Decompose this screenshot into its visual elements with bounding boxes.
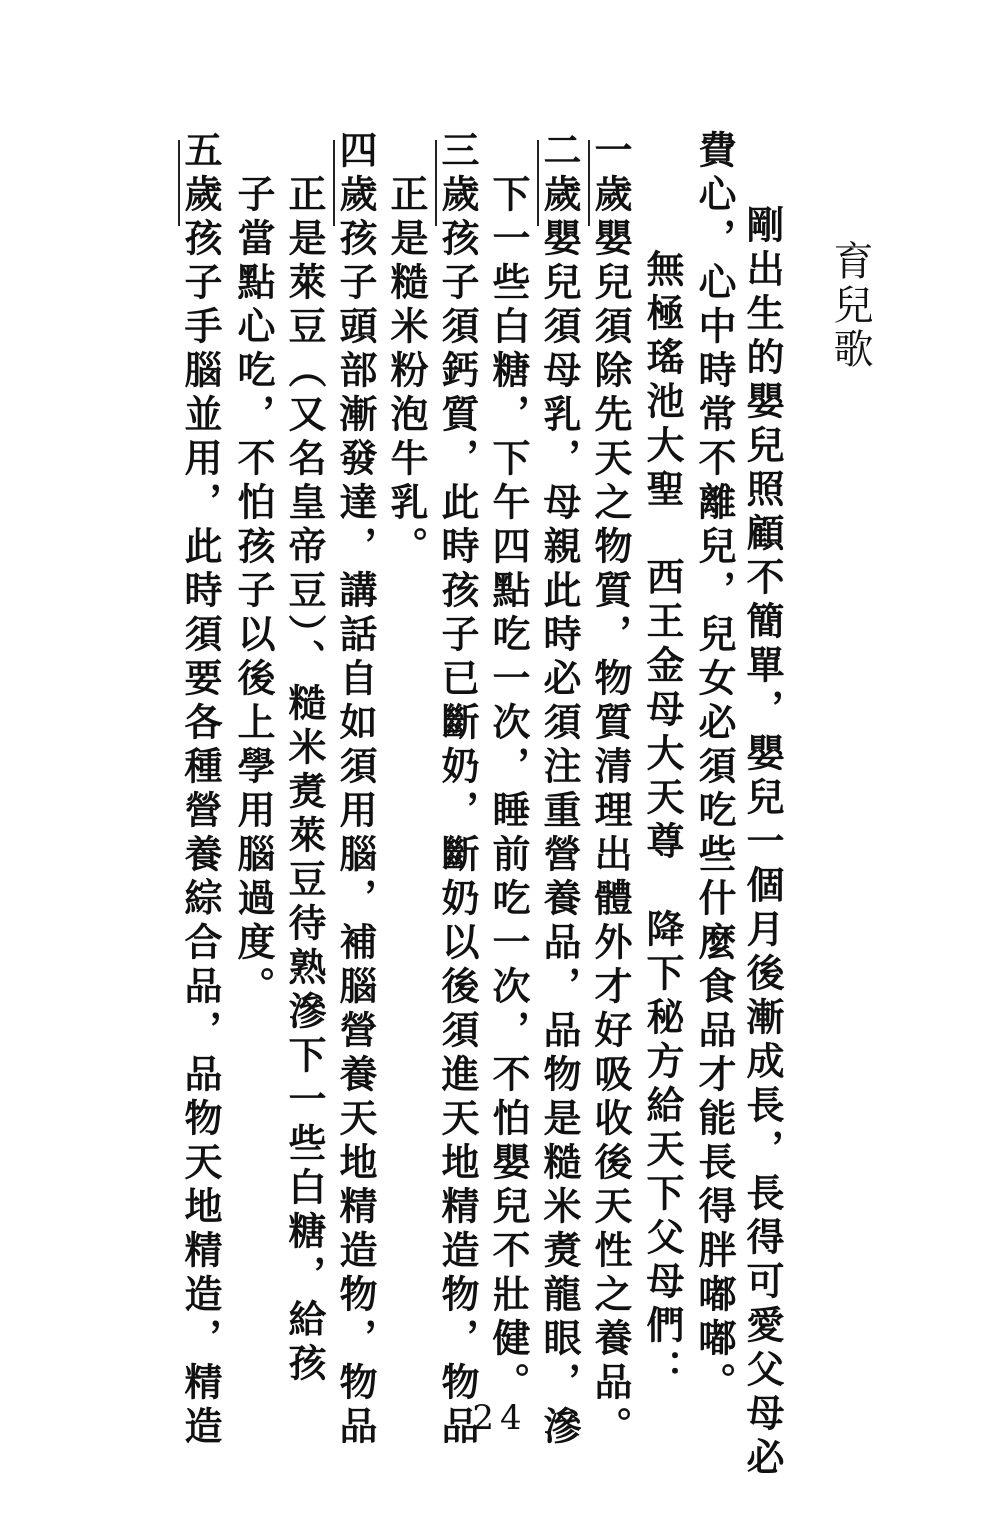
text-column-12: 五歲孩子手腦並用，此時須要各種營養綜合品，品物天地精造，精造 <box>178 130 223 1450</box>
text-column-11: 子當點心吃，不怕孩子以後上學用腦過度。 <box>231 130 276 1010</box>
page-number: 24 <box>472 1398 528 1438</box>
margin-bracket-line <box>333 140 335 226</box>
margin-bracket-line <box>588 140 590 226</box>
margin-bracket-line <box>537 140 539 226</box>
text-column-6: 下一些白糖，下午四點吃一次，睡前吃一次，不怕嬰兒不壯健。 <box>486 130 531 1406</box>
text-column-7: 三歲孩子須鈣質，此時孩子已斷奶，斷奶以後須進天地精造物，物品 <box>435 130 480 1450</box>
text-column-9: 四歲孩子頭部漸發達，講話自如須用腦，補腦營養天地精造物，物品 <box>333 130 378 1450</box>
text-column-10: 正是萊豆（又名皇帝豆）、糙米煑萊豆待熟滲下一些白糖，給孩 <box>282 130 327 1387</box>
text-column-1: 剛出生的嬰兒照顧不簡單，嬰兒一個月後漸成長，長得可愛父母必 <box>740 205 785 1481</box>
text-column-4: 一歲嬰兒須除先天之物質，物質清理出體外才好吸收後天性之養品。 <box>588 130 633 1450</box>
text-column-8: 正是糙米粉泡牛乳。 <box>384 130 429 570</box>
margin-bracket-line <box>178 140 180 226</box>
text-column-5: 二歲嬰兒須母乳，母親此時必須注重營養品，品物是糙米煑龍眼，滲 <box>537 130 582 1450</box>
text-column-3: 無極瑤池大聖 西王金母大天尊 降下秘方給天下父母們： <box>640 205 685 1393</box>
text-column-2: 費心，心中時常不離兒，兒女必須吃些什麼食品才能長得胖嘟嘟。 <box>692 130 737 1406</box>
margin-bracket-line <box>435 140 437 226</box>
page-title: 育兒歌 <box>827 240 873 372</box>
